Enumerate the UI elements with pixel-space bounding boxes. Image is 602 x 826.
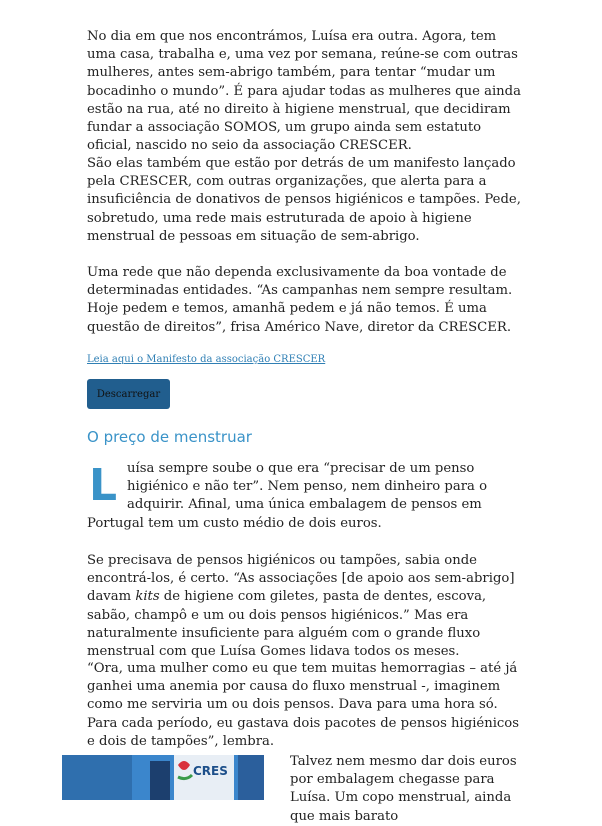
download-button[interactable]: Descarregar: [87, 379, 170, 409]
manifesto-link[interactable]: Leia aqui o Manifesto da associação CRESCER: [87, 354, 326, 365]
paragraph-text: Se precisava de pensos higiénicos ou tampões, sabia onde encontrá-los, é certo. “As associações [de apoio aos sem-abrigo] davam: [87, 553, 515, 605]
paragraph-with-dropcap: [87, 460, 527, 533]
paragraph: São elas também que estão por detrás de um manifesto lançado pela CRESCER, com outras organizações, que alerta para a insuficiência de donativos de pensos higiénicos e tampões. Pede, sobretudo, uma rede mais estruturada de apoio à higiene menstrual de pessoas em situação de sem-abrigo.: [87, 156, 521, 244]
paragraph-text: uísa sempre soube o que era “precisar de um penso higiénico e não ter”. Nem penso, nem dinheiro para o adquirir. Afinal, uma única embalagem de pensos em Portugal tem um custo médio de dois euros.: [87, 461, 488, 531]
paragraph: No dia em que nos encontrámos, Luísa era outra. Agora, tem uma casa, trabalha e, uma vez por semana, reúne-se com outras mulheres, antes sem-abrigo também, para tentar “mudar um bocadinho o mundo”. É para ajudar todas as mulheres que ainda estão na rua, até no direito à higiene menstrual, que decidiram fundar a associação SOMOS, um grupo ainda sem estatuto oficial, nascido no seio da associação CRESCER.: [87, 29, 521, 154]
paragraph-text: de higiene com giletes, pasta de dentes, escova, sabão, champô e um ou dois pensos higiénicos.” Mas era naturalmente insuficiente para alguém com o grande fluxo menstrual com que Luísa Gomes lidava todos os meses.: [87, 589, 487, 660]
emphasis-text: kits: [135, 589, 160, 605]
drop-cap: L: [89, 460, 118, 511]
article-photo: [62, 755, 264, 800]
photo-illustration: [62, 755, 264, 800]
section-heading: O preço de menstruar: [87, 428, 252, 446]
paragraph: Talvez nem mesmo dar dois euros por embalagem chegasse para Luísa. Um copo menstrual, ainda que mais barato: [290, 754, 517, 824]
paragraph: Uma rede que não dependa exclusivamente da boa vontade de determinadas entidades. “As campanhas nem sempre resultam. Hoje pedem e temos, amanhã pedem e já não temos. É uma questão de direitos”, frisa Américo Nave, diretor da CRESCER.: [87, 265, 513, 335]
paragraph: “Ora, uma mulher como eu que tem muitas hemorragias – até já ganhei uma anemia por causa do fluxo menstrual -, imaginem como me serviria um ou dois pensos. Dava para uma hora só. Para cada período, eu gastava dois pacotes de pensos higiénicos e dois de tampões”, lembra.: [87, 661, 520, 749]
photo-sign-text: CRES: [193, 764, 228, 778]
paragraph: [87, 552, 527, 661]
